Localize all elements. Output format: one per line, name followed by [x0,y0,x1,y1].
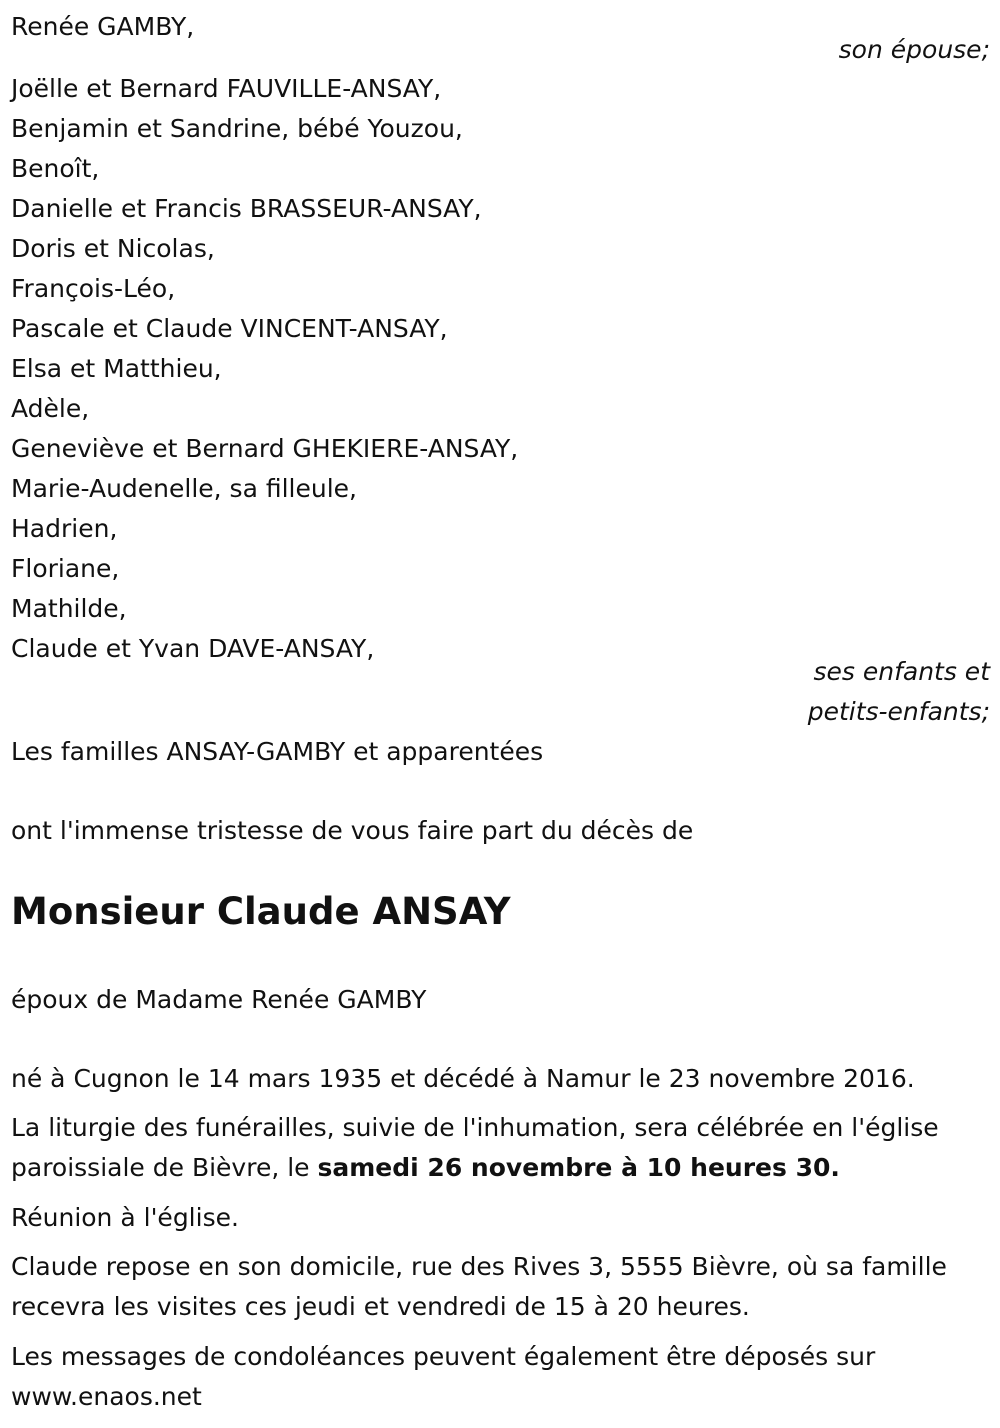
messages-paragraph: Les messages de condoléances peuvent également être déposés sur www.enaos.net [11,1342,876,1411]
child-line: Marie-Audenelle, sa filleule, [11,474,357,503]
reunion-line: Réunion à l'église. [11,1203,239,1232]
child-line: Hadrien, [11,514,118,543]
child-line: Adèle, [11,394,90,423]
announcement-line: ont l'immense tristesse de vous faire part du décès de [11,816,694,845]
child-line: Benjamin et Sandrine, bébé Youzou, [11,114,463,143]
liturgy-paragraph [11,1108,991,1188]
child-line: Doris et Nicolas, [11,234,215,263]
child-line: Joëlle et Bernard FAUVILLE-ANSAY, [11,74,442,103]
children-role-line2: petits-enfants; [807,697,990,726]
child-line: Pascale et Claude VINCENT-ANSAY, [11,314,448,343]
deceased-name: Monsieur Claude ANSAY [11,890,511,933]
liturgy-date: samedi 26 novembre à 10 heures 30. [317,1153,840,1182]
child-line: François-Léo, [11,274,176,303]
spouse-role: son épouse; [838,35,990,64]
spouse-name: Renée GAMBY, [11,12,195,41]
child-line: Mathilde, [11,594,127,623]
birth-death-line: né à Cugnon le 14 mars 1935 et décédé à Namur le 23 novembre 2016. [11,1064,915,1093]
child-line: Benoît, [11,154,100,183]
child-line: Elsa et Matthieu, [11,354,222,383]
spouse-of-line: époux de Madame Renée GAMBY [11,985,427,1014]
liturgy-text: La liturgie des funérailles, suivie de l'inhumation, sera célébrée en l'église paroissiale de Bièvre, le [11,1113,939,1182]
children-role-line1: ses enfants et [813,657,990,686]
child-line: Danielle et Francis BRASSEUR-ANSAY, [11,194,482,223]
rest-paragraph: Claude repose en son domicile, rue des Rives 3, 5555 Bièvre, où sa famille recevra les visites ces jeudi et vendredi de 15 à 20 heures. [11,1252,947,1321]
families-line: Les familles ANSAY-GAMBY et apparentées [11,737,544,766]
child-line: Claude et Yvan DAVE-ANSAY, [11,634,375,663]
child-line: Geneviève et Bernard GHEKIERE-ANSAY, [11,434,519,463]
child-line: Floriane, [11,554,120,583]
